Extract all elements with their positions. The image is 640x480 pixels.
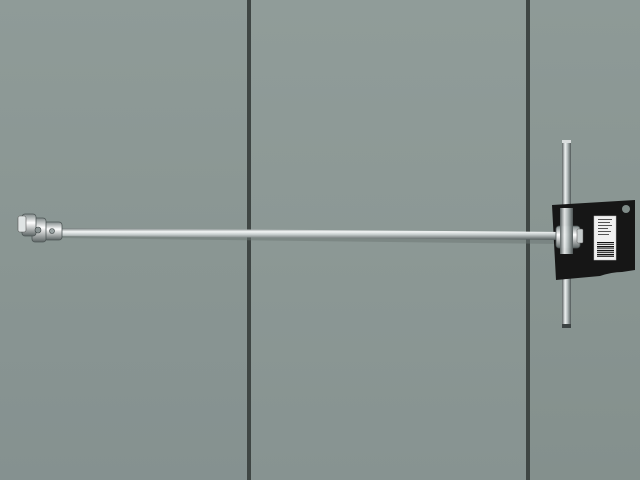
universal-joint <box>18 214 62 242</box>
hang-hole <box>622 205 630 213</box>
t-bar-top <box>562 140 571 210</box>
